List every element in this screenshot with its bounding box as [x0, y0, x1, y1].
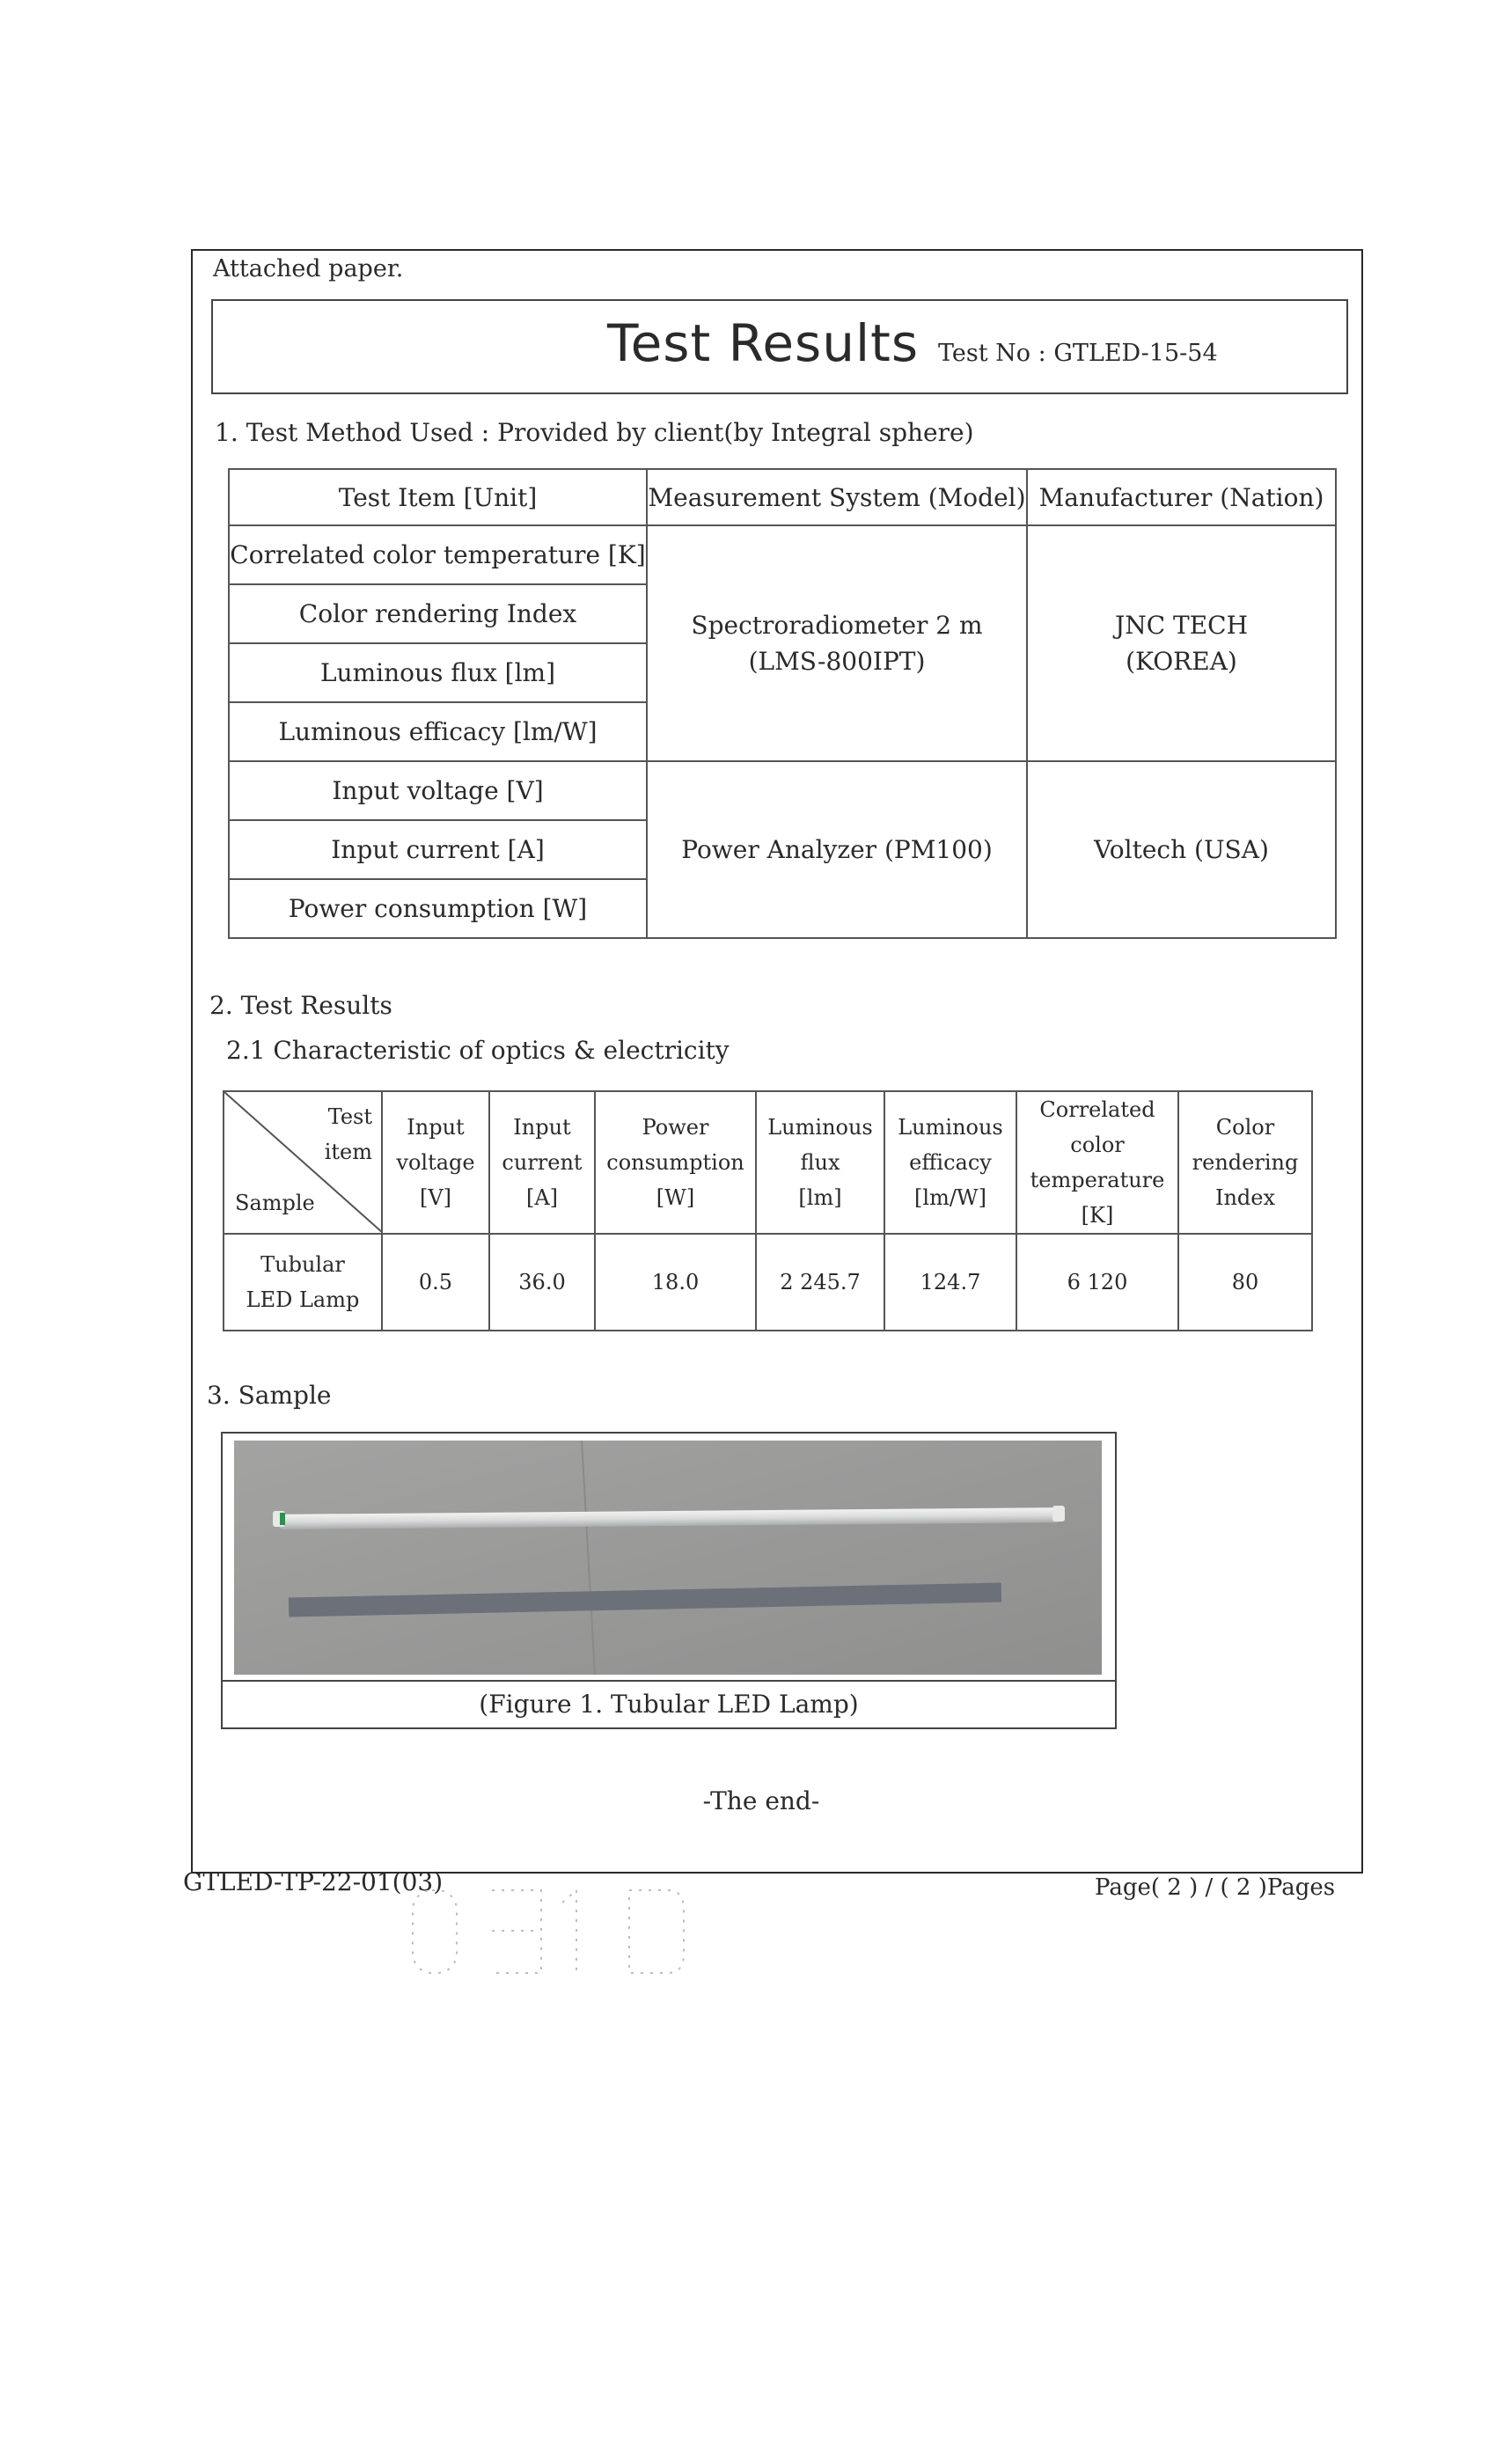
section2-subheading: 2.1 Characteristic of optics & electricity	[226, 1036, 730, 1065]
figure-caption: (Figure 1. Tubular LED Lamp)	[479, 1690, 859, 1719]
col-text: flux	[800, 1150, 840, 1175]
diag-test-item	[325, 1099, 372, 1170]
photo-background	[234, 1441, 1102, 1675]
header-measurement-system: Measurement System (Model)	[647, 469, 1027, 525]
system-optics	[647, 525, 1027, 761]
value-luminous-flux: 2 245.7	[756, 1234, 884, 1331]
col-text: Luminous	[898, 1115, 1003, 1140]
col-text: consumption	[606, 1150, 744, 1175]
diagonal-header-cell	[224, 1091, 382, 1234]
col-power-consumption	[595, 1091, 756, 1234]
col-text: [W]	[656, 1185, 695, 1210]
item-cct: Correlated color temperature [K]	[229, 525, 647, 584]
col-text: [lm]	[798, 1185, 842, 1210]
manufacturer-optics-name: JNC TECH	[1114, 611, 1248, 640]
sample-photo	[234, 1441, 1102, 1675]
system-optics-model: (LMS-800IPT)	[748, 647, 926, 676]
item-flux: Luminous flux [lm]	[229, 643, 647, 702]
col-luminous-flux	[756, 1091, 884, 1234]
page-indicator: Page( 2 ) / ( 2 )Pages	[1095, 1874, 1336, 1901]
item-power: Power consumption [W]	[229, 879, 647, 938]
value-cct: 6 120	[1016, 1234, 1178, 1331]
diag-sample: Sample	[235, 1191, 315, 1215]
col-text: Luminous	[767, 1115, 873, 1140]
section3-heading: 3. Sample	[207, 1381, 332, 1410]
col-text: voltage	[396, 1150, 475, 1175]
col-text: efficacy	[909, 1150, 992, 1175]
col-cct	[1016, 1091, 1178, 1234]
col-text: current	[502, 1150, 583, 1175]
led-tube-right-cap	[1052, 1506, 1065, 1522]
value-input-current: 36.0	[489, 1234, 595, 1331]
col-luminous-efficacy	[884, 1091, 1016, 1234]
manufacturer-optics	[1027, 525, 1336, 761]
led-tube-green-mark	[280, 1513, 285, 1525]
test-number: Test No : GTLED-15-54	[938, 340, 1218, 367]
item-current: Input current [A]	[229, 820, 647, 879]
col-text: [lm/W]	[914, 1185, 986, 1210]
perforated-stamp	[409, 1885, 779, 1982]
item-efficacy: Luminous efficacy [lm/W]	[229, 702, 647, 761]
sample-photo-drawing	[234, 1441, 1102, 1675]
sample-name	[224, 1234, 382, 1331]
col-text: Index	[1214, 1185, 1276, 1210]
sample-line: LED Lamp	[246, 1287, 360, 1312]
manufacturer-optics-nation: (KOREA)	[1126, 647, 1237, 676]
section1-heading: 1. Test Method Used : Provided by client(by Integral sphere)	[215, 418, 974, 447]
header-manufacturer: Manufacturer (Nation)	[1027, 469, 1336, 525]
results-table	[223, 1090, 1313, 1331]
col-input-voltage	[382, 1091, 489, 1234]
col-text: [K]	[1081, 1203, 1114, 1228]
sample-line: Tubular	[260, 1252, 345, 1277]
page-title: Test Results	[607, 313, 920, 373]
col-text: [V]	[419, 1185, 452, 1210]
attached-paper-label: Attached paper.	[213, 255, 404, 282]
col-text: color	[1070, 1133, 1125, 1157]
col-text: Color	[1215, 1115, 1275, 1140]
system-power: Power Analyzer (PM100)	[647, 761, 1027, 938]
col-text: Input	[513, 1115, 571, 1140]
header-test-item: Test Item [Unit]	[229, 469, 647, 525]
col-text: [A]	[525, 1185, 559, 1210]
section2-heading: 2. Test Results	[209, 991, 392, 1020]
col-text: Correlated	[1039, 1097, 1155, 1122]
manufacturer-power: Voltech (USA)	[1027, 761, 1336, 938]
value-cri: 80	[1178, 1234, 1312, 1331]
diag-test-word: Test	[327, 1104, 372, 1129]
value-power-consumption: 18.0	[595, 1234, 756, 1331]
item-voltage: Input voltage [V]	[229, 761, 647, 820]
value-input-voltage: 0.5	[382, 1234, 489, 1331]
system-optics-name: Spectroradiometer 2 m	[691, 611, 983, 640]
col-input-current	[489, 1091, 595, 1234]
item-cri: Color rendering Index	[229, 584, 647, 643]
caption-divider	[221, 1680, 1117, 1682]
col-text: Input	[407, 1115, 465, 1140]
test-method-table	[228, 468, 1337, 939]
value-luminous-efficacy: 124.7	[884, 1234, 1016, 1331]
col-text: rendering	[1192, 1150, 1299, 1175]
col-text: Power	[642, 1115, 709, 1140]
end-marker: -The end-	[702, 1786, 820, 1815]
col-cri	[1178, 1091, 1312, 1234]
col-text: temperature	[1030, 1168, 1165, 1192]
diag-item-word: item	[324, 1140, 372, 1164]
form-number: GTLED-TP-22-01(03)	[183, 1867, 444, 1896]
